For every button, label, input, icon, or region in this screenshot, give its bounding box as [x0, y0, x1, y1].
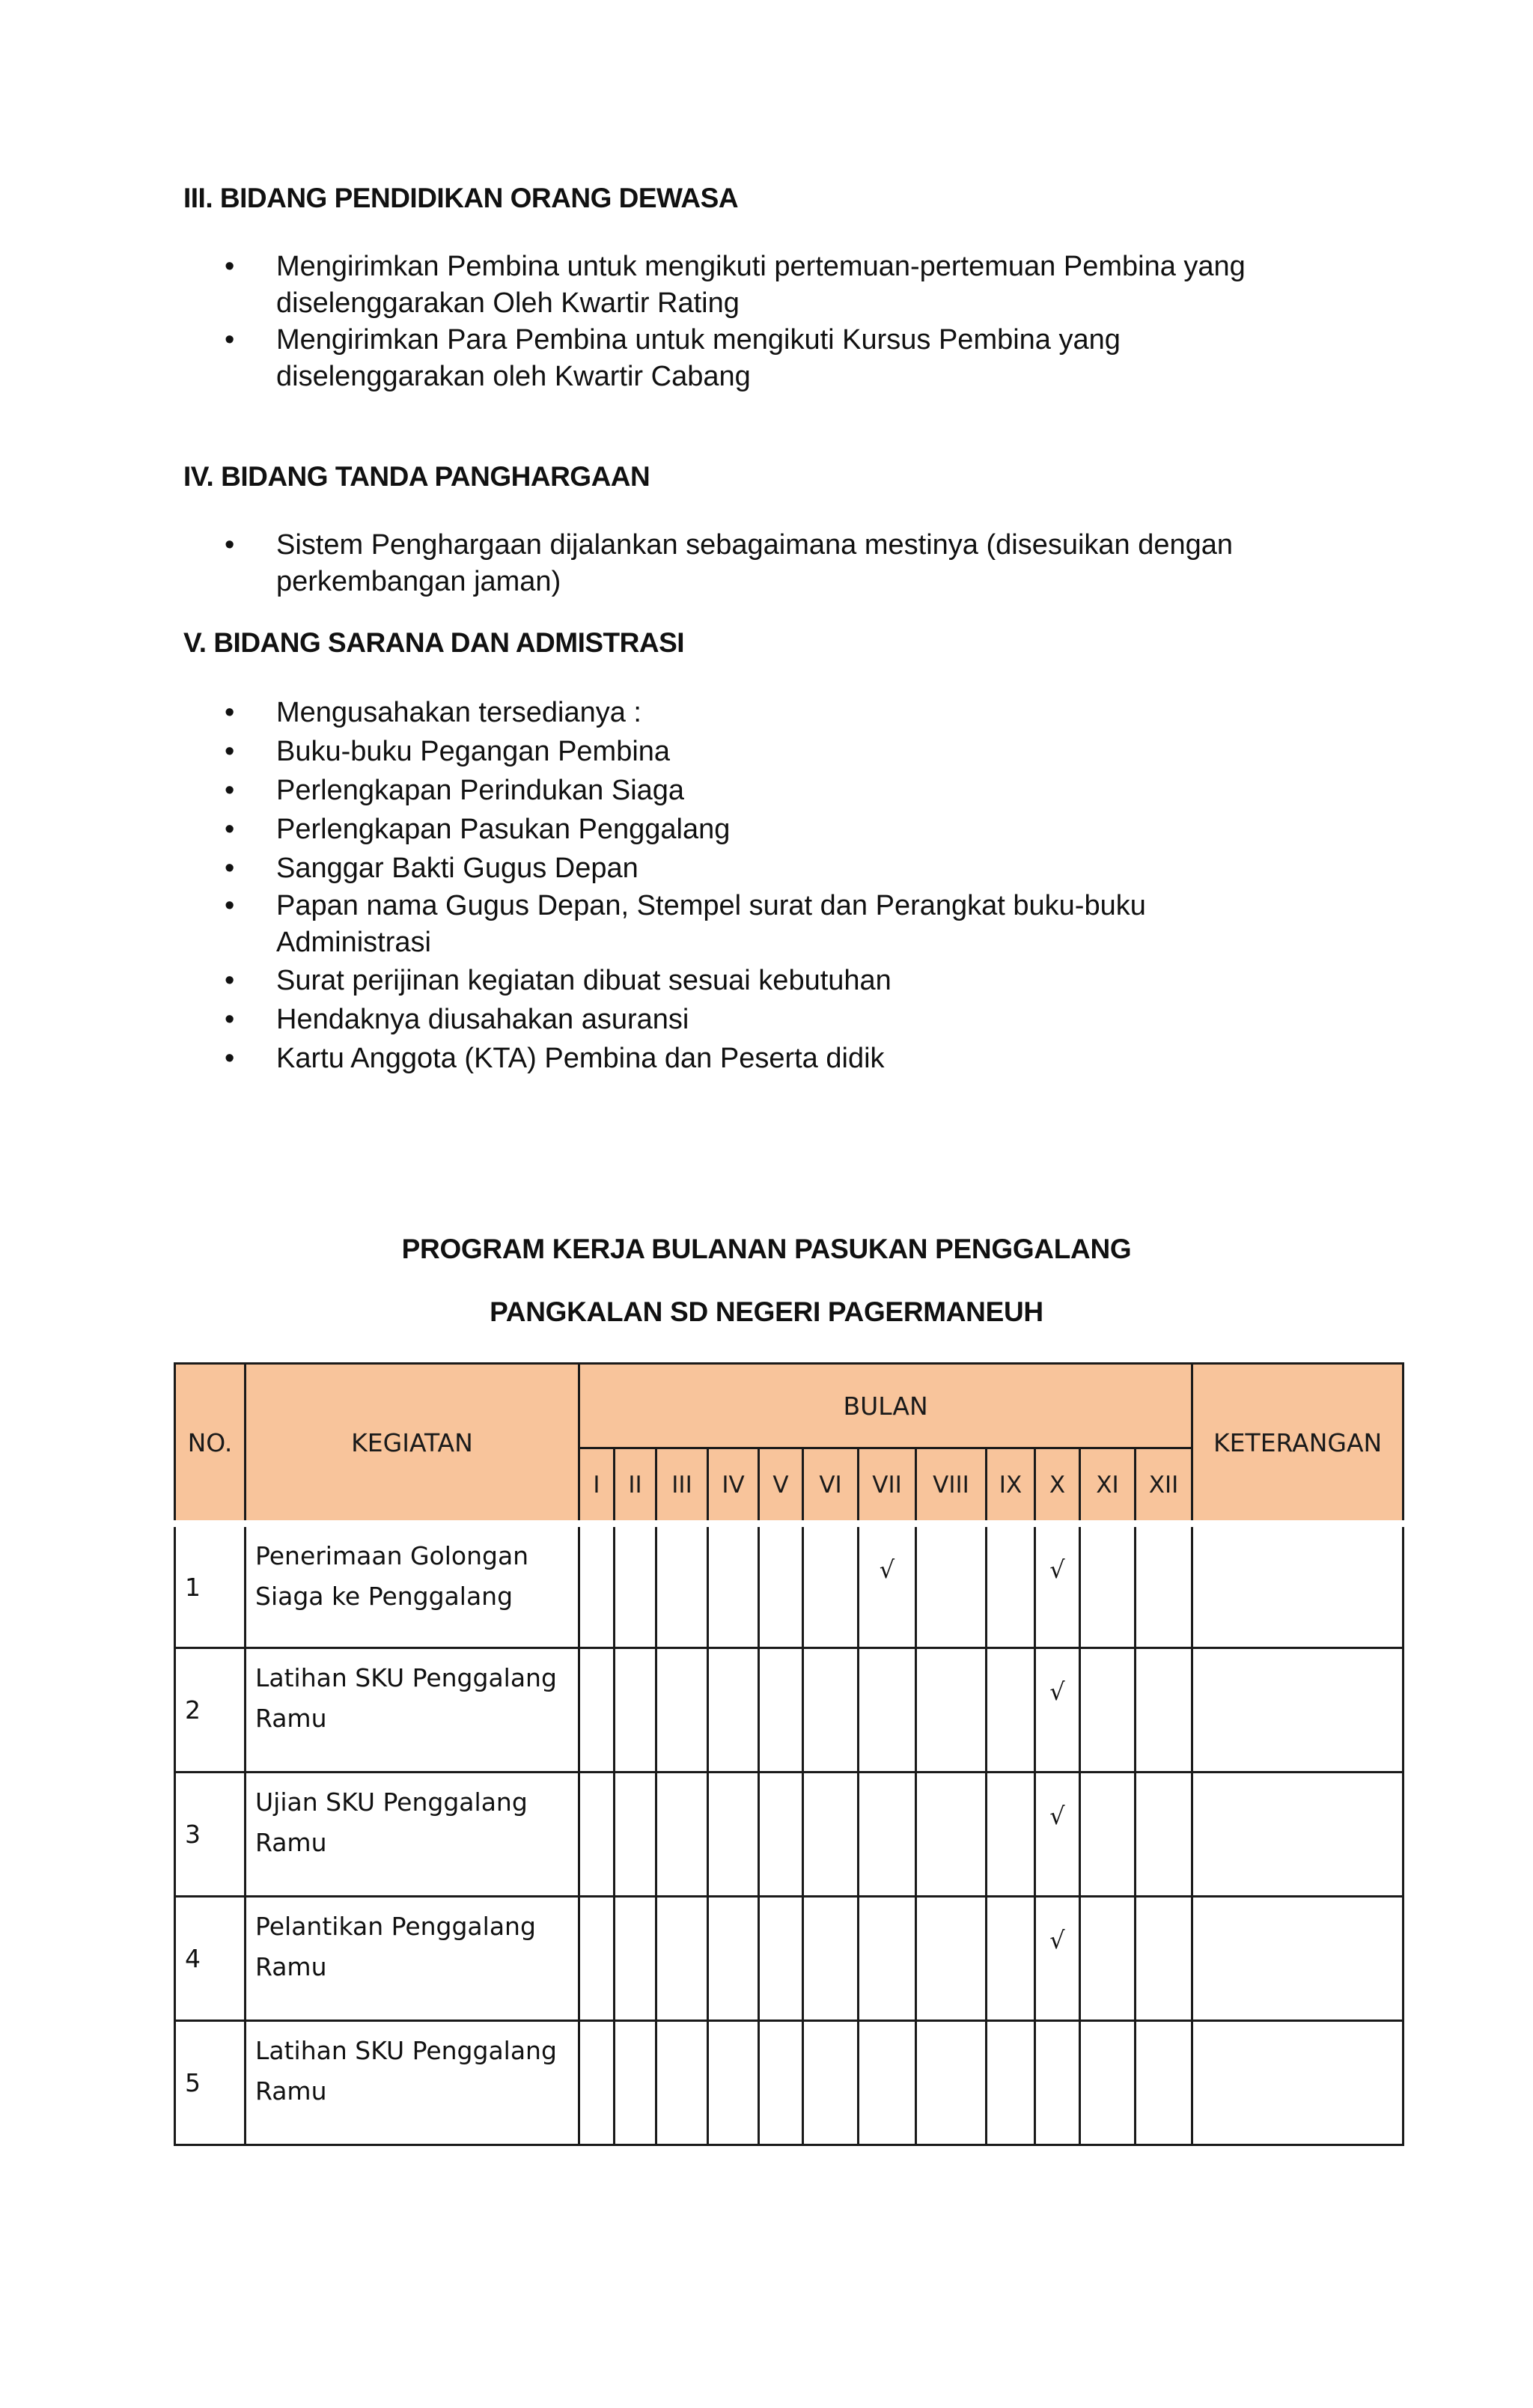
- month-header-viii: VIII: [916, 1448, 987, 1524]
- month-header-iv: IV: [708, 1448, 759, 1524]
- program-table: [174, 1362, 1404, 2146]
- activity-cell: Pelantikan Penggalang Ramu: [246, 1897, 579, 2021]
- month-cell: [803, 1897, 859, 2021]
- list-item: • Mengirimkan Para Pembina untuk mengikuti Kursus Pembina yang diselenggarakan oleh Kwartir Cabang: [183, 322, 1291, 395]
- section-heading-sarana: V. BIDANG SARANA DAN ADMISTRASI: [183, 627, 685, 658]
- month-header-ii: II: [615, 1448, 656, 1524]
- month-cell: [916, 1648, 987, 1773]
- activity-cell: Ujian SKU Penggalang Ramu: [246, 1773, 579, 1897]
- keterangan-cell: [1192, 2021, 1404, 2145]
- table-row: [175, 1897, 1404, 2021]
- table-row: [175, 2021, 1404, 2145]
- month-cell: [708, 2021, 759, 2145]
- table-row: [175, 1648, 1404, 1773]
- month-cell: [708, 1897, 759, 2021]
- month-header-ix: IX: [987, 1448, 1035, 1524]
- month-cell: [1136, 1524, 1192, 1648]
- month-cell: [656, 1648, 708, 1773]
- activity-cell: Latihan SKU Penggalang Ramu: [246, 2021, 579, 2145]
- month-cell: [987, 1524, 1035, 1648]
- month-cell: [859, 1648, 916, 1773]
- row-number: 3: [175, 1773, 246, 1897]
- month-header-xi: XI: [1080, 1448, 1136, 1524]
- month-cell: [708, 1773, 759, 1897]
- month-cell: [1136, 1648, 1192, 1773]
- month-cell: [1136, 1773, 1192, 1897]
- month-cell: [803, 1773, 859, 1897]
- month-cell: [615, 1773, 656, 1897]
- month-cell: [759, 2021, 803, 2145]
- month-cell: [859, 1897, 916, 2021]
- program-subtitle: PANGKALAN SD NEGERI PAGERMANEUH: [490, 1296, 1043, 1327]
- month-header-vi: VI: [803, 1448, 859, 1524]
- list-item: • Kartu Anggota (KTA) Pembina dan Peserta didik: [183, 1039, 1291, 1078]
- month-cell: [1080, 1897, 1136, 2021]
- table-row: [175, 1524, 1404, 1648]
- month-cell: [615, 1524, 656, 1648]
- list-item: • Hendaknya diusahakan asuransi: [183, 1000, 1291, 1039]
- section-heading-penghargaan: IV. BIDANG TANDA PANGHARGAAN: [183, 461, 650, 492]
- month-cell: [1136, 1897, 1192, 2021]
- section-heading-pendidikan: III. BIDANG PENDIDIKAN ORANG DEWASA: [183, 183, 739, 213]
- month-cell: [1080, 1773, 1136, 1897]
- month-cell: [708, 1648, 759, 1773]
- month-cell: [656, 1773, 708, 1897]
- keterangan-cell: [1192, 1524, 1404, 1648]
- keterangan-cell: [1192, 1773, 1404, 1897]
- month-cell: [656, 2021, 708, 2145]
- month-cell: [579, 1648, 615, 1773]
- header-bulan: BULAN: [579, 1364, 1192, 1448]
- month-cell: [803, 2021, 859, 2145]
- month-cell: [708, 1524, 759, 1648]
- month-header-x: X: [1035, 1448, 1080, 1524]
- header-no: NO.: [175, 1364, 246, 1524]
- header-kegiatan: KEGIATAN: [246, 1364, 579, 1524]
- bullet-list-pendidikan: [183, 249, 1291, 395]
- month-cell: [987, 1773, 1035, 1897]
- month-cell: [1136, 2021, 1192, 2145]
- month-cell: [1035, 2021, 1080, 2145]
- month-header-xii: XII: [1136, 1448, 1192, 1524]
- activity-cell: Penerimaan Golongan Siaga ke Penggalang: [246, 1524, 579, 1648]
- month-cell: [987, 2021, 1035, 2145]
- bullet-list-penghargaan: [183, 527, 1291, 600]
- month-header-v: V: [759, 1448, 803, 1524]
- list-item: • Sanggar Bakti Gugus Depan: [183, 849, 1291, 888]
- month-cell: √: [1035, 1648, 1080, 1773]
- keterangan-cell: [1192, 1897, 1404, 2021]
- month-cell: [1080, 1648, 1136, 1773]
- month-cell: [759, 1524, 803, 1648]
- month-cell: [579, 1773, 615, 1897]
- month-cell: [859, 2021, 916, 2145]
- month-header-i: I: [579, 1448, 615, 1524]
- row-number: 2: [175, 1648, 246, 1773]
- month-cell: √: [1035, 1524, 1080, 1648]
- month-cell: [987, 1897, 1035, 2021]
- table-row: [175, 1773, 1404, 1897]
- month-cell: [987, 1648, 1035, 1773]
- month-cell: √: [859, 1524, 916, 1648]
- month-cell: [1080, 1524, 1136, 1648]
- month-cell: [859, 1773, 916, 1897]
- activity-cell: Latihan SKU Penggalang Ramu: [246, 1648, 579, 1773]
- month-header-iii: III: [656, 1448, 708, 1524]
- list-item: • Perlengkapan Perindukan Siaga: [183, 771, 1291, 810]
- list-item: • Sistem Penghargaan dijalankan sebagaimana mestinya (disesuikan dengan perkembangan jaman): [183, 527, 1291, 600]
- row-number: 5: [175, 2021, 246, 2145]
- month-cell: [615, 2021, 656, 2145]
- month-cell: [803, 1648, 859, 1773]
- month-cell: [656, 1524, 708, 1648]
- bullet-list-sarana: [183, 693, 1291, 1078]
- month-cell: [579, 2021, 615, 2145]
- month-cell: [615, 1897, 656, 2021]
- program-title: PROGRAM KERJA BULANAN PASUKAN PENGGALANG: [401, 1234, 1132, 1264]
- month-cell: [1080, 2021, 1136, 2145]
- month-cell: [759, 1897, 803, 2021]
- row-number: 1: [175, 1524, 246, 1648]
- month-header-vii: VII: [859, 1448, 916, 1524]
- month-cell: √: [1035, 1897, 1080, 2021]
- header-keterangan: KETERANGAN: [1192, 1364, 1404, 1524]
- month-cell: √: [1035, 1773, 1080, 1897]
- list-item: • Mengirimkan Pembina untuk mengikuti pertemuan-pertemuan Pembina yang diselenggarakan Oleh Kwartir Rating: [183, 249, 1291, 322]
- month-cell: [615, 1648, 656, 1773]
- list-item: • Mengusahakan tersedianya :: [183, 693, 1291, 732]
- list-item: • Papan nama Gugus Depan, Stempel surat dan Perangkat buku-buku Administrasi: [183, 888, 1291, 961]
- list-item: • Surat perijinan kegiatan dibuat sesuai kebutuhan: [183, 961, 1291, 1000]
- row-number: 4: [175, 1897, 246, 2021]
- month-cell: [916, 2021, 987, 2145]
- month-cell: [916, 1524, 987, 1648]
- list-item: • Perlengkapan Pasukan Penggalang: [183, 810, 1291, 849]
- month-cell: [916, 1773, 987, 1897]
- month-cell: [579, 1897, 615, 2021]
- month-cell: [916, 1897, 987, 2021]
- month-cell: [803, 1524, 859, 1648]
- month-cell: [656, 1897, 708, 2021]
- program-body: [175, 1524, 1404, 2145]
- month-cell: [579, 1524, 615, 1648]
- keterangan-cell: [1192, 1648, 1404, 1773]
- month-cell: [759, 1648, 803, 1773]
- list-item: • Buku-buku Pegangan Pembina: [183, 732, 1291, 771]
- month-cell: [759, 1773, 803, 1897]
